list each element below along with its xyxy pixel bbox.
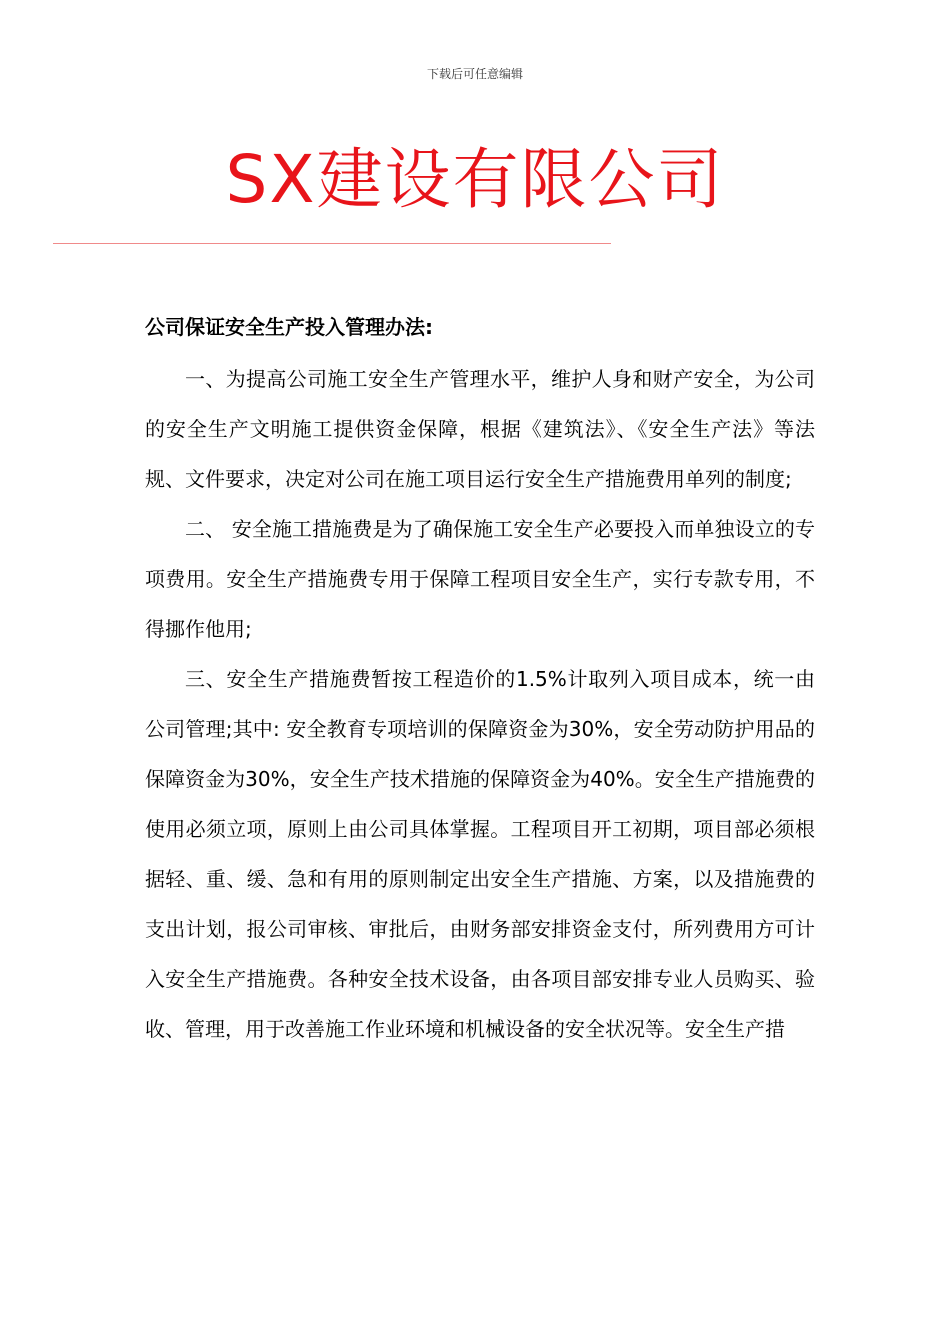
company-title: SX建设有限公司 — [225, 141, 725, 218]
document-heading: 公司保证安全生产投入管理办法: — [145, 315, 433, 339]
paragraph-2: 二、 安全施工措施费是为了确保施工安全生产必要投入而单独设立的专项费用。安全生产措施费专用于保障工程项目安全生产，实行专款专用，不得挪作他用; — [145, 517, 815, 641]
header-note: 下载后可任意编辑 — [426, 67, 523, 81]
document-body — [145, 304, 815, 1054]
paragraph-3: 三、安全生产措施费暂按工程造价的1.5%计取列入项目成本，统一由公司管理;其中: 安全教育专项培训的保障资金为30%，安全劳动防护用品的保障资金为30%，安全生产技术措施的保障资金为40%。安全生产措施费的使用必须立项，原则上由公司具体掌握。工程项目开工初期，项目部必须根据轻、重、缓、急和有用的原则制定出安全生产措施、方案，以及措施费的支出计划，报公司审核、审批后，由财务部安排资金支付，所列费用方可计入安全生产措施费。各种安全技术设备，由各项目部安排专业人员购买、验收、管理，用于改善施工作业环境和机械设备的安全状况等。安全生产措 — [145, 667, 815, 1041]
paragraph-1: 一、为提高公司施工安全生产管理水平，维护人身和财产安全，为公司的安全生产文明施工提供资金保障，根据《建筑法》、《安全生产法》等法规、文件要求，决定对公司在施工项目运行安全生产措施费用单列的制度; — [145, 367, 815, 491]
title-divider — [53, 243, 611, 244]
